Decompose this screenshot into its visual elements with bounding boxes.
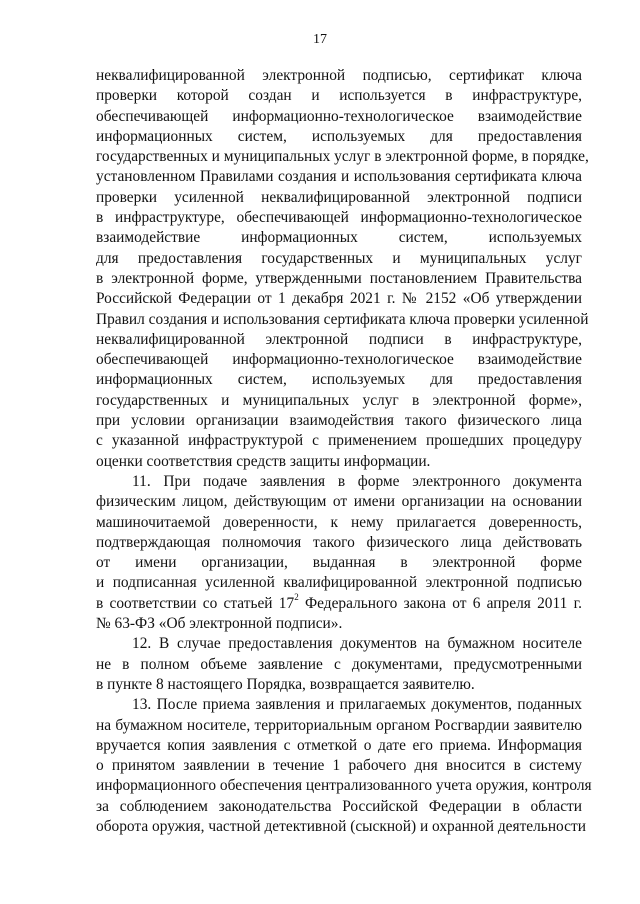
paragraph-item-12 [96,634,582,695]
paragraph-item-11 [96,472,582,634]
text-line: неквалифицированной электронной подписью, сертификат ключа [96,67,582,84]
text-line: № 63-ФЗ «Об электронной подписи». [96,615,343,633]
text-line: вручается копия заявления с отметкой о дате его приема. Информация [96,736,582,754]
text-line: машиночитаемой доверенности, к нему прилагается доверенность, [96,513,582,531]
text-line: и подписанная усиленной квалифицированной электронной подписью [96,574,582,592]
text-line: при условии организации взаимодействия такого физического лица [96,412,582,430]
text-line: информационного обеспечения централизованного учета оружия, контроля [96,777,592,795]
superscript: 2 [294,591,299,602]
paragraph-item-13 [96,695,592,837]
text-line: взаимодействие информационных систем, используемых [96,229,582,247]
text-line: 12. В случае предоставления документов на бумажном носителе [132,635,582,653]
text-line: обеспечивающей информационно-технологическое взаимодействие [96,351,582,369]
text-line: государственных и муниципальных услуг в электронной форме, в порядке, [96,148,589,166]
text-line: в электронной форме, утвержденными постановлением Правительства [96,269,582,287]
text-segment: Федерального закона от 6 апреля 2011 г. [298,594,582,612]
text-line: подтверждающая полномочия такого физического лица действовать [96,533,582,551]
text-line: информационных систем, используемых для предоставления [96,371,582,389]
paragraph-continuation [96,66,589,472]
text-line: проверки усиленной неквалифицированной электронной подписи [96,188,582,206]
text-line: с указанной инфраструктурой с применением прошедших процедуру [96,432,582,450]
text-line: в инфраструктуре, обеспечивающей информационно-технологическое [96,209,582,227]
text-line-with-superscript [96,591,582,614]
text-line: за соблюдением законодательства Российской Федерации в области [96,797,582,815]
text-line: 13. После приема заявления и прилагаемых документов, поданных [132,696,582,714]
text-line: обеспечивающей информационно-технологическое взаимодействие [96,107,582,125]
text-line: для предоставления государственных и муниципальных услуг [96,249,582,267]
text-line: на бумажном носителе, территориальным органом Росгвардии заявителю [96,716,582,734]
text-line: от имени организации, выданная в электронной форме [96,554,582,572]
text-line: информационных систем, используемых для предоставления [96,127,582,145]
text-line: о принятом заявлении в течение 1 рабочего дня вносится в систему [96,757,582,775]
text-line: оценки соответствия средств защиты информации. [96,452,431,470]
page-number: 17 [313,32,327,47]
text-line: установленном Правилами создания и использования сертификата ключа [96,168,582,186]
text-line: физическим лицом, действующим от имени организации на основании [96,493,582,511]
document-body [96,66,592,837]
text-line: 11. При подаче заявления в форме электронного документа [132,472,582,490]
text-line: неквалифицированной электронной подписи в инфраструктуре, [96,330,582,348]
text-line: в пункте 8 настоящего Порядка, возвращается заявителю. [96,675,475,693]
text-line: не в полном объеме заявление с документами, предусмотренными [96,655,582,673]
text-line: государственных и муниципальных услуг в электронной форме», [96,391,582,409]
text-line: проверки которой создан и используется в инфраструктуре, [96,87,582,105]
text-line: Российской Федерации от 1 декабря 2021 г. № 2152 «Об утверждении [96,290,582,308]
text-line: оборота оружия, частной детективной (сыскной) и охранной деятельности [96,817,586,835]
text-segment: в соответствии со статьей 17 [96,594,295,612]
text-line: Правил создания и использования сертификата ключа проверки усиленной [96,310,589,328]
